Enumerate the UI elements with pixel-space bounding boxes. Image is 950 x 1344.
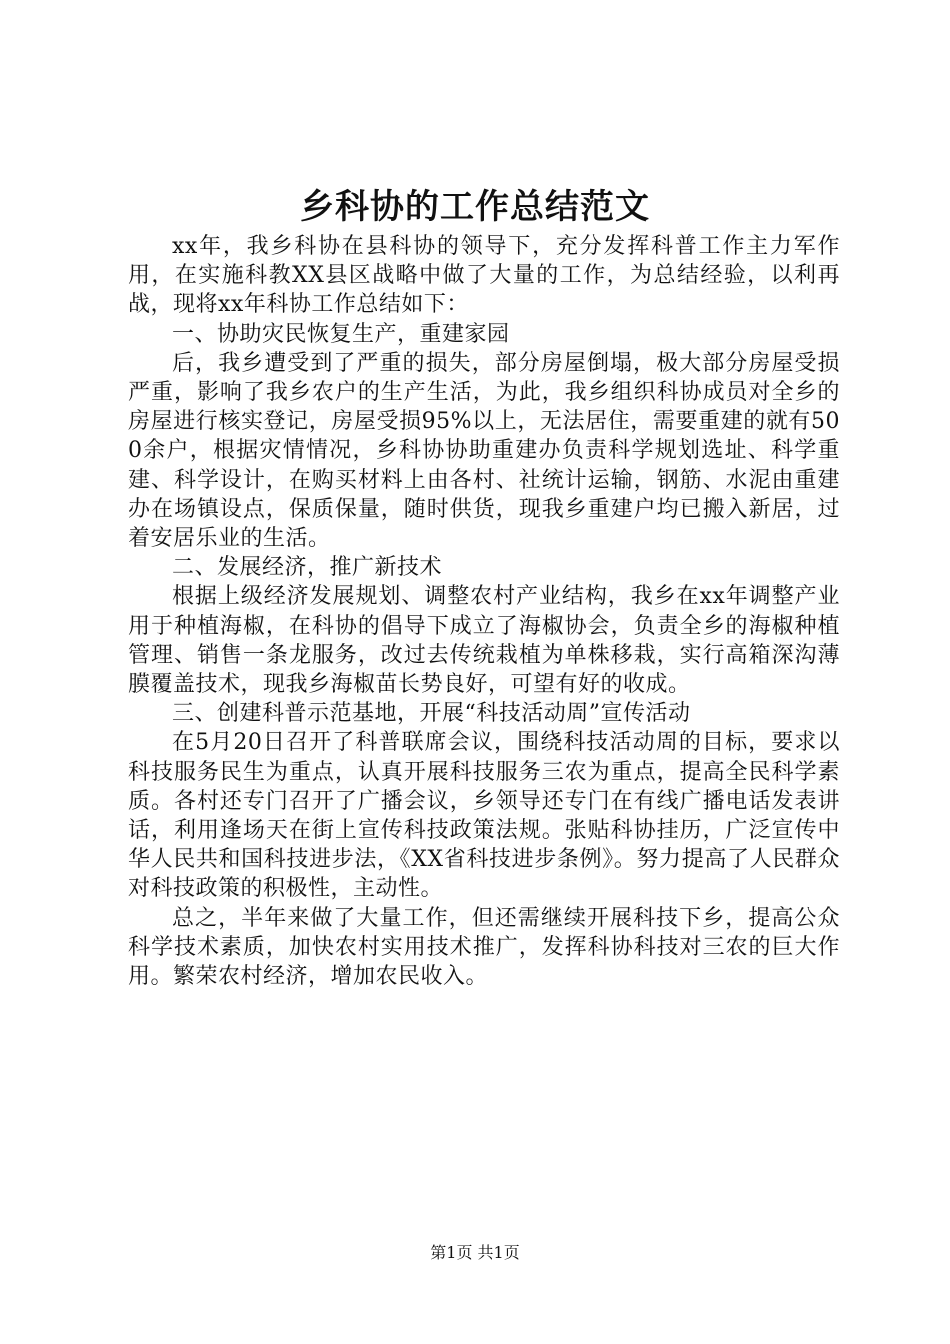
section-3-paragraph: 在5月20日召开了科普联席会议，围绕科技活动周的目标，要求以科技服务民生为重点，认真开展科技服务三农为重点，提高全民科学素质。各村还专门召开了广播会议，乡领导还专门在有线广播电话发表讲话，利用逢场天在街上宣传科技政策法规。张贴科协挂历，广泛宣传中华人民共和国科技进步法，《XX省科技进步条例》。努力提高了人民群众对科技政策的积极性，主动性。	[128, 730, 840, 902]
section-1-paragraph: 后，我乡遭受到了严重的损失，部分房屋倒塌，极大部分房屋受损严重，影响了我乡农户的生产生活，为此，我乡组织科协成员对全乡的房屋进行核实登记，房屋受损95%以上，无法居住，需要重建的就有500余户，根据灾情情况，乡科协协助重建办负责科学规划选址、科学重建、科学设计，在购买材料上由各村、社统计运输，钢筋、水泥由重建办在场镇设点，保质保量，随时供货，现我乡重建户均已搬入新居，过着安居乐业的生活。	[128, 350, 840, 552]
intro-paragraph: xx年，我乡科协在县科协的领导下，充分发挥科普工作主力军作用，在实施科教XX县区战略中做了大量的工作，为总结经验，以利再战，现将xx年科协工作总结如下：	[128, 234, 840, 318]
section-heading-2: 二、发展经济，推广新技术	[172, 555, 443, 581]
conclusion-paragraph: 总之，半年来做了大量工作，但还需继续开展科技下乡，提高公众科学技术素质，加快农村实用技术推广，发挥科协科技对三农的巨大作用。繁荣农村经济，增加农民收入。	[128, 905, 840, 990]
document-body	[128, 232, 840, 991]
page-number-footer: 第1页 共1页	[430, 1243, 520, 1262]
document-title: 乡科协的工作总结范文	[300, 187, 650, 227]
section-2-paragraph: 根据上级经济发展规划、调整农村产业结构，我乡在xx年调整产业用于种植海椒，在科协的倡导下成立了海椒协会，负责全乡的海椒种植管理、销售一条龙服务，改过去传统栽植为单株移栽，实行高箱深沟薄膜覆盖技术，现我乡海椒苗长势良好，可望有好的收成。	[128, 584, 840, 698]
section-heading-1: 一、协助灾民恢复生产，重建家园	[172, 321, 510, 347]
section-heading-3: 三、创建科普示范基地，开展“科技活动周”宣传活动	[172, 701, 691, 727]
